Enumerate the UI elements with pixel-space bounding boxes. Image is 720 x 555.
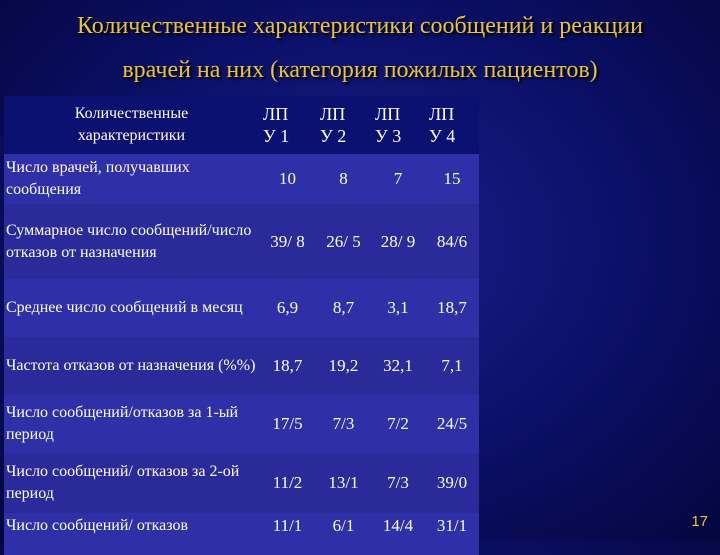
table-cell: 39/ 8 xyxy=(259,204,316,279)
table-cell: 7 xyxy=(371,154,425,204)
header-lpu-2-line2: У 2 xyxy=(320,126,347,146)
header-lpu-3 xyxy=(371,96,425,154)
title-line-2: врачей на них (категория пожилых пациентов) xyxy=(122,57,598,83)
table-cell: 19,2 xyxy=(316,337,371,395)
table-cell: 39/0 xyxy=(425,453,479,513)
table-cell: 28/ 9 xyxy=(371,204,425,279)
table-cell: 7/2 xyxy=(371,395,425,453)
title-line-1: Количественные характеристики сообщений и реакции xyxy=(76,13,644,39)
row-label: Суммарное число сообщений/число отказов от назначения xyxy=(4,204,259,279)
table-cell: 15 xyxy=(425,154,479,204)
table-row xyxy=(4,453,479,513)
row-label: Частота отказов от назначения (%%) xyxy=(4,337,259,395)
header-lpu-1-line2: У 1 xyxy=(263,126,290,146)
header-lpu-2 xyxy=(316,96,371,154)
row-label: Число сообщений/ отказов xyxy=(4,513,259,555)
table-cell: 32,1 xyxy=(371,337,425,395)
page-number: 17 xyxy=(691,513,708,530)
table-cell: 18,7 xyxy=(259,337,316,395)
table-row xyxy=(4,395,479,453)
slide-title xyxy=(0,4,720,92)
header-lpu-1 xyxy=(259,96,316,154)
header-lpu-4-line1: ЛП xyxy=(429,104,455,124)
table-row xyxy=(4,204,479,279)
row-label: Число сообщений/отказов за 1-ый период xyxy=(4,395,259,453)
table-cell: 24/5 xyxy=(425,395,479,453)
table-cell: 6/1 xyxy=(316,513,371,555)
header-characteristics xyxy=(4,96,259,154)
table-cell: 6,9 xyxy=(259,279,316,337)
row-label: Число врачей, получавших сообщения xyxy=(4,154,259,204)
stats-table xyxy=(4,96,479,555)
table-row xyxy=(4,337,479,395)
header-lpu-3-line2: У 3 xyxy=(375,126,402,146)
table-cell: 7,1 xyxy=(425,337,479,395)
table-row xyxy=(4,513,479,555)
table-cell: 31/1 xyxy=(425,513,479,555)
table-cell: 11/1 xyxy=(259,513,316,555)
table-cell: 13/1 xyxy=(316,453,371,513)
table-cell: 8,7 xyxy=(316,279,371,337)
table-cell: 84/6 xyxy=(425,204,479,279)
table-cell: 17/5 xyxy=(259,395,316,453)
header-characteristics-line1: Количественные xyxy=(74,105,189,122)
table-header-row xyxy=(4,96,479,154)
table-cell: 14/4 xyxy=(371,513,425,555)
table-row xyxy=(4,279,479,337)
header-lpu-4 xyxy=(425,96,479,154)
table-cell: 10 xyxy=(259,154,316,204)
table-cell: 3,1 xyxy=(371,279,425,337)
header-characteristics-line2: характеристики xyxy=(77,127,186,144)
header-lpu-3-line1: ЛП xyxy=(375,104,401,124)
table-row xyxy=(4,154,479,204)
table-cell: 8 xyxy=(316,154,371,204)
header-lpu-2-line1: ЛП xyxy=(320,104,346,124)
header-lpu-4-line2: У 4 xyxy=(429,126,456,146)
row-label: Среднее число сообщений в месяц xyxy=(4,279,259,337)
table-cell: 7/3 xyxy=(371,453,425,513)
table-cell: 18,7 xyxy=(425,279,479,337)
table-cell: 11/2 xyxy=(259,453,316,513)
table-cell: 7/3 xyxy=(316,395,371,453)
table-cell: 26/ 5 xyxy=(316,204,371,279)
row-label: Число сообщений/ отказов за 2-ой период xyxy=(4,453,259,513)
header-lpu-1-line1: ЛП xyxy=(263,104,289,124)
